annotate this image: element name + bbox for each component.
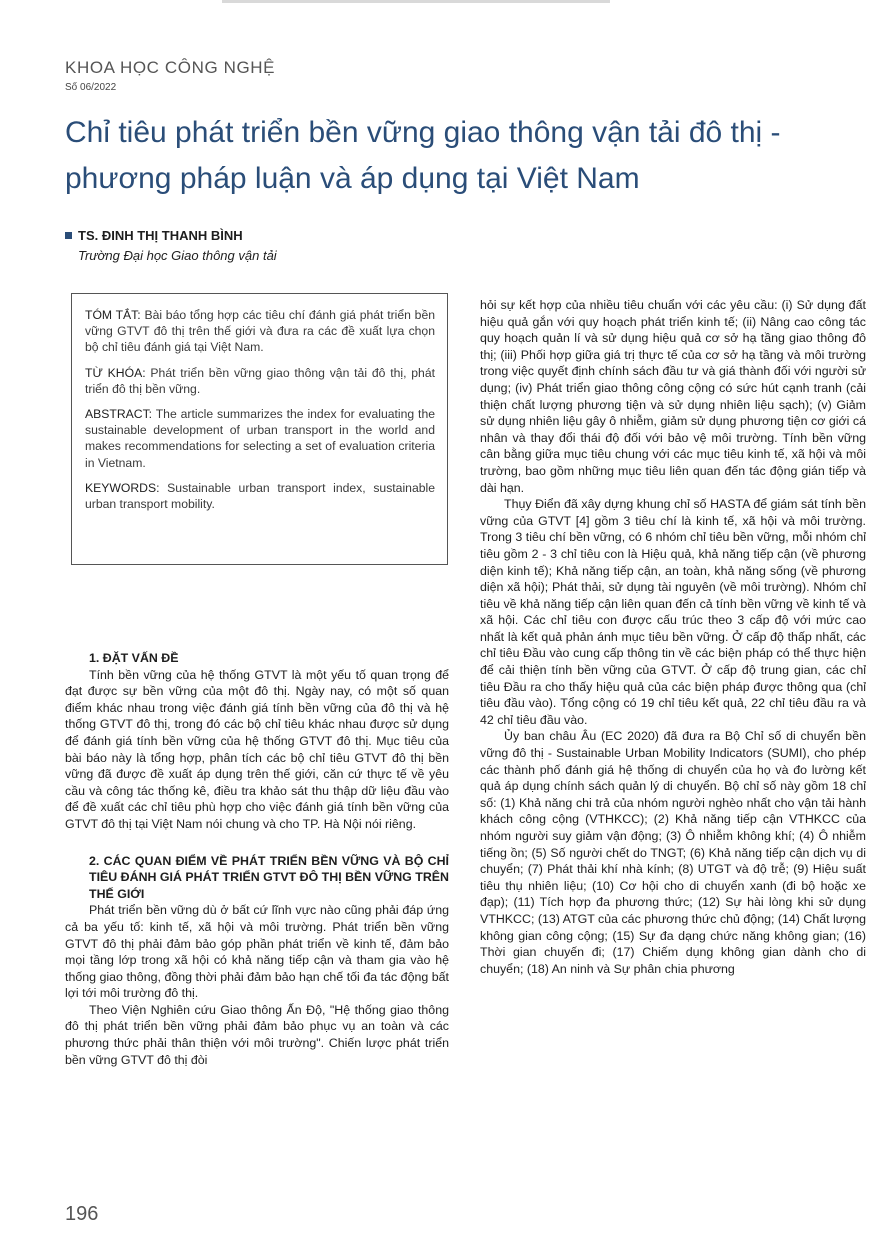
left-paragraph-1: Tính bền vững của hệ thống GTVT là một yếu tố quan trọng để đạt được sự bền vững của một đô thị. Ngày nay, có một số quan điểm khác nhau trong việc đánh giá tính bền vững của đô thị và hệ thống GTVT đô thị, trong đó các bộ chỉ tiêu khác nhau được sử dụng để đánh giá tính bền vững của hệ thống GTVT đô thị. Mục tiêu của bài báo này là tổng hợp, phân tích các bộ chỉ tiêu GTVT đô thị bền vững đã được đề xuất áp dụng trên thế giới, căn cứ thực tế về yêu cầu và công tác thống kê, điều tra khảo sát thu thập dữ liệu đầu vào để đề xuất các chỉ tiêu phù hợp cho việc đánh giá tính bền vững của GTVT đô thị tại Việt Nam nói chung và cho TP. Hà Nội nói riêng.	[65, 667, 449, 831]
keywords-text: Sustainable urban transport index, sustainable urban transport mobility.	[85, 480, 435, 512]
author-line	[65, 228, 243, 243]
tom-tat-paragraph	[85, 307, 435, 356]
tu-khoa-paragraph	[85, 365, 435, 397]
author-affiliation: Trường Đại học Giao thông vận tải	[78, 248, 277, 263]
left-paragraph-2: Phát triển bền vững dù ở bất cứ lĩnh vực nào cũng phải đáp ứng cả ba yếu tố: kinh tế, xã hội và môi trường. Phát triển bền vững GTVT đô thị phải đảm bảo góp phần phát triển về kinh tế, đảm bảo mọi tầng lớp trong xã hội có khả năng tiếp cận và tham gia vào hệ thống giao thông, đồng thời phải đảm bảo hạn chế tối đa tác động bất lợi tới môi trường đô thị.	[65, 903, 449, 1001]
abstract-box	[71, 293, 448, 565]
author-name: TS. ĐINH THỊ THANH BÌNH	[78, 228, 243, 243]
tu-khoa-label: TỪ KHÓA:	[85, 365, 146, 380]
bullet-square-icon	[65, 232, 72, 239]
section-header: KHOA HỌC CÔNG NGHỆ	[65, 58, 276, 77]
left-paragraph-3: Theo Viện Nghiên cứu Giao thông Ấn Độ, "Hệ thống giao thông đô thị phát triển bền vững phải đảm bảo phục vụ an toàn và các phương thức phải thân thiện với môi trường". Chiến lược phát triển bền vững GTVT đô thị đòi	[65, 1002, 449, 1067]
heading-2: 2. CÁC QUAN ĐIỂM VỀ PHÁT TRIỂN BỀN VỮNG VÀ BỘ CHỈ TIÊU ĐÁNH GIÁ PHÁT TRIỂN GTVT ĐÔ THỊ BỀN VỮNG TRÊN THẾ GIỚI	[89, 853, 449, 901]
page-number: 196	[65, 1203, 99, 1225]
tu-khoa-text: Phát triển bền vững giao thông vận tải đô thị, phát triển đô thị bền vững.	[85, 365, 435, 396]
abstract-paragraph	[85, 406, 435, 471]
right-paragraph-2: Thụy Điển đã xây dựng khung chỉ số HASTA để giám sát tính bền vững của GTVT [4] gồm 3 tiêu chí là kinh tế, xã hội và môi trường. Trong 3 tiêu chí bền vững, có 6 nhóm chỉ tiêu bền vững, mỗi nhóm chỉ tiêu gồm 2 - 3 chỉ tiêu con là Hiệu quả, khả năng tiếp cận (về phương diện kinh tế); Khả năng tiếp cận, an toàn, khả năng sống (về phương diện xã hội); Phát thải, sử dụng tài nguyên (về môi trường). Nhóm chỉ tiêu về khả năng tiếp cận liên quan đến cả tính bền vững về kinh tế và xã hội. Các chỉ tiêu con được cấu trúc theo 3 cấp độ với mức cao nhất là kết quả phản ánh mục tiêu bền vững. Ở cấp độ thấp nhất, các chỉ tiêu Đầu vào cung cấp thông tin về các biện pháp có thể thực hiện để cải thiện tính bền vững của GTVT. Ở cấp độ trung gian, các chỉ tiêu Đầu ra cho thấy hiệu quả của các biện pháp được thông qua (chỉ tiêu đầu vào). Tổng cộng có 19 chỉ tiêu kết quả, 22 chỉ tiêu đầu ra và 42 chỉ tiêu đầu vào.	[480, 497, 866, 727]
issue-number: Số 06/2022	[65, 82, 117, 93]
article-title: Chỉ tiêu phát triển bền vững giao thông vận tải đô thị - phương pháp luận và áp dụng tại Việt Nam	[65, 116, 781, 195]
abstract-label: ABSTRACT:	[85, 407, 153, 422]
top-edge-bar	[222, 0, 610, 3]
heading-1: 1. ĐẶT VẤN ĐỀ	[89, 651, 179, 665]
right-paragraph-3: Ủy ban châu Âu (EC 2020) đã đưa ra Bộ Chỉ số di chuyển bền vững đô thị - Sustainable Urban Mobility Indicators (SUMI), cho phép các thành phố đánh giá hệ thống di chuyển của họ và đo lường kết quả áp dụng chính sách quản lý di chuyển. Bộ chỉ số này gồm 18 chỉ số: (1) Khả năng chi trả của nhóm người nghèo nhất cho vận tải hành khách công cộng (VTHKCC); (2) Khả năng tiếp cận VTHKCC của nhóm người suy giảm vận động; (3) Ô nhiễm không khí; (4) Ô nhiễm tiếng ồn; (5) Số người chết do TNGT; (6) Khả năng tiếp cận dịch vụ di chuyển; (7) Phát thải khí nhà kính; (8) UTGT và độ trễ; (9) Hiệu suất tiêu thụ nhiên liệu; (10) Cơ hội cho di chuyển xanh (đi bộ hoặc xe đạp); (11) Tích hợp đa phương thức; (12) Sự hài lòng khi sử dụng VTHKCC; (13) ATGT của các phương thức chủ động; (14) Chất lượng không gian công cộng; (15) Sự đa dạng chức năng không gian; (16) Thời gian chuyến đi; (17) Chiếm dụng không gian dành cho di chuyển; (18) An ninh và Sự phân chia phương	[480, 729, 866, 976]
right-paragraph-1: hỏi sự kết hợp của nhiều tiêu chuẩn với các yêu cầu: (i) Sử dụng đất hiệu quả gắn với quy hoạch phát triển kinh tế; (ii) Nâng cao công tác quy hoạch quản lí và sử dụng hiệu quả cơ sở hạ tầng giao thông đô thị; (iii) Phối hợp giữa giá trị thực tế của cơ sở hạ tầng và môi trường trong việc quyết định chính sách đầu tư và giá thành đối với người sử dụng; (iv) Phát triển giao thông công cộng có sức hút cạnh tranh (cải thiện chất lượng phương tiện và sử dụng nhiên liệu sạch); (v) Giảm sử dụng nhiên liệu gây ô nhiễm, giảm sử dụng phương tiện cơ giới cá nhân và thay đổi thái độ đối với bảo vệ môi trường. Tính bền vững cân bằng giữa mục tiêu chung với các mục tiêu kinh tế, xã hội và môi trường, bao gồm những mục tiêu liên quan đến tác động gián tiếp và dài hạn.	[480, 298, 866, 495]
tom-tat-label: TÓM TẮT:	[85, 308, 141, 322]
abstract-text: The article summarizes the index for evaluating the sustainable development of urban transport in the world and makes recommendations for selecting a set of evaluation criteria in Vietnam.	[85, 407, 435, 470]
keywords-paragraph	[85, 480, 435, 512]
tom-tat-text: Bài báo tổng hợp các tiêu chí đánh giá phát triển bền vững GTVT đô thị trên thế giới và đưa ra các đề xuất lựa chọn bộ chỉ tiêu đánh giá tại Việt Nam.	[85, 308, 436, 355]
right-column	[480, 297, 866, 977]
left-column	[65, 650, 449, 1068]
keywords-label: KEYWORDS:	[85, 480, 160, 495]
